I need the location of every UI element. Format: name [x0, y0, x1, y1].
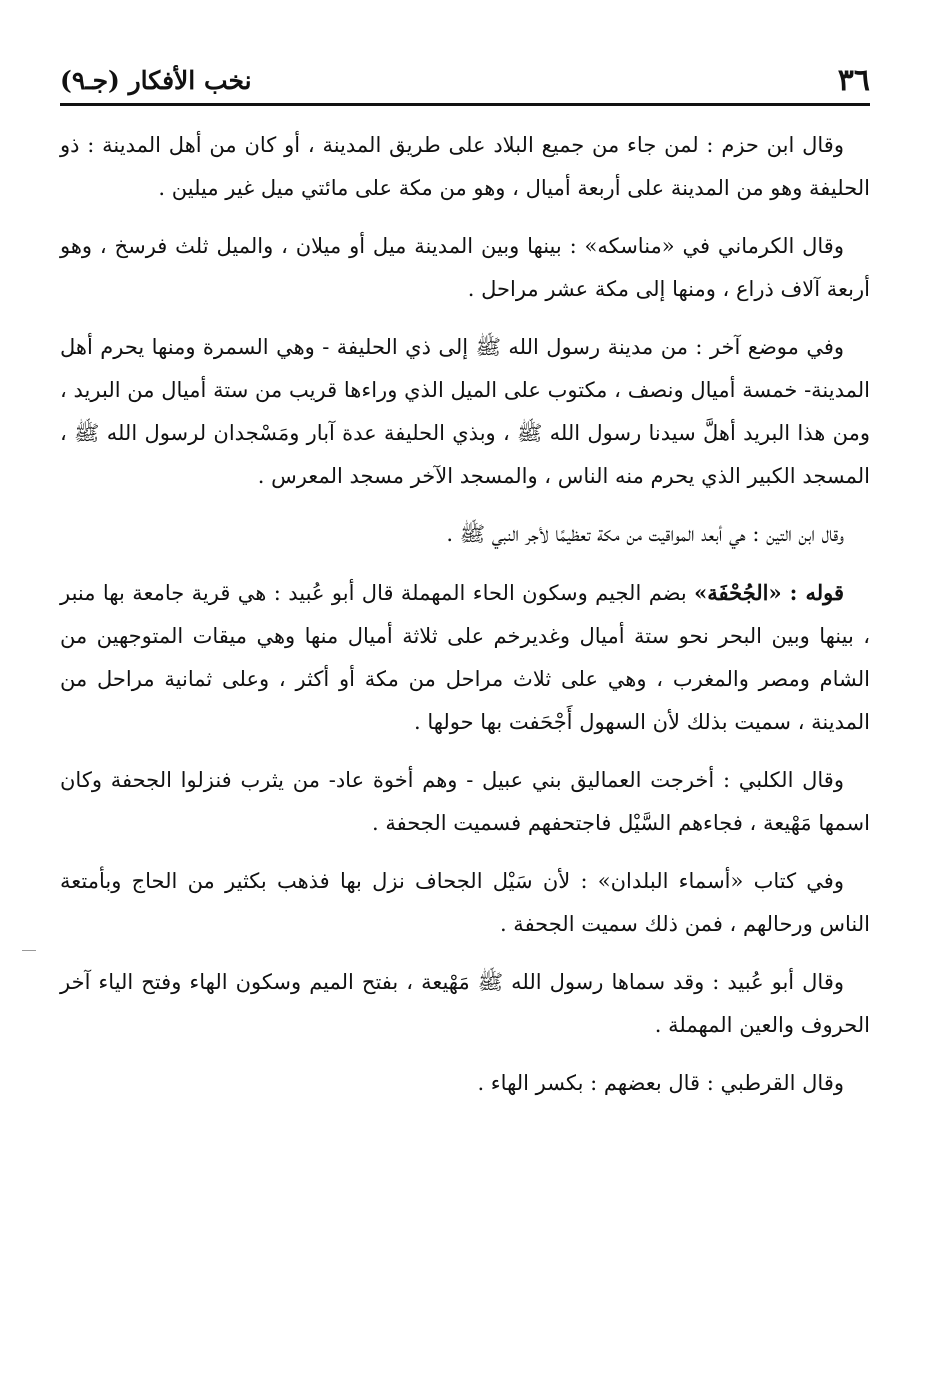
page-header [60, 52, 870, 98]
paragraph-text: وقال ابن حزم : لمن جاء من جميع البلاد على طريق المدينة ، أو كان من أهل المدينة : ذو الحليفة وهو من المدينة على أربعة أميال ، وهو من مكة على مائتي ميل غير ميلين . [60, 133, 870, 200]
paragraph-text: وقال أبو عُبيد : وقد سماها رسول الله ﷺ مَهْيعة ، بفتح الميم وسكون الهاء وفتح الياء آخر الحروف والعين المهملة . [60, 970, 870, 1037]
paragraph-text: وقال الكلبي : أخرجت العماليق بني عبيل - وهم أخوة عاد- من يثرب فنزلوا الجحفة وكان اسمها مَهْيعة ، فجاءهم السَّيْل فاجتحفهم فسميت الجحفة . [60, 768, 870, 835]
paragraph-another-place [60, 320, 870, 498]
paragraph-ibn-hazm [60, 124, 870, 210]
paragraph-ibn-al-tin [60, 507, 870, 556]
header-rule [60, 103, 870, 106]
paragraph-text: وفي كتاب «أسماء البلدان» : لأن سَيْل الجحاف نزل بها فذهب بكثير من الحاج وبأمتعة الناس ورحالهم ، فمن ذلك سميت الجحفة . [60, 869, 870, 936]
paragraph-asma-al-buldan [60, 854, 870, 946]
paragraph-juhfa [60, 565, 870, 744]
paragraph-text: وقال القرطبي : قال بعضهم : بكسر الهاء . [477, 1071, 844, 1095]
margin-mark [22, 950, 36, 951]
paragraph-kalbi [60, 753, 870, 845]
running-title: نخب الأفكار (جـ٩) [60, 66, 252, 95]
paragraph-text: وقال الكرماني في «مناسكه» : بينها وبين المدينة ميل أو ميلان ، والميل ثلث فرسخ ، وهو أربعة آلاف ذراع ، ومنها إلى مكة عشر مراحل . [60, 234, 870, 301]
page-body [60, 124, 870, 1114]
page-number: ٣٦ [837, 63, 870, 98]
paragraph-abu-ubayd [60, 955, 870, 1047]
paragraph-kirmani [60, 219, 870, 311]
paragraph-text: وقال ابن التين : هي أبعد المواقيت من مكة تعظيمًا لأجر النبي ﷺ . [446, 522, 844, 546]
paragraph-text: بضم الجيم وسكون الحاء المهملة قال أبو عُبيد : هي قرية جامعة بها منبر ، بينها وبين البحر نحو ستة أميال وغديرخم على ثلاثة أميال منها وهي ميقات المتوجهين من الشام ومصر والمغرب ، وهي على ثلاث مراحل من مكة أو أكثر ، وعلى ثمانية مراحل من المدينة ، سميت بذلك لأن السهول أَجْحَفت بها حولها . [60, 581, 870, 734]
paragraph-lead: قوله : «الجُحْفَة» [694, 580, 844, 605]
paragraph-qurtubi [60, 1056, 870, 1105]
paragraph-text: وفي موضع آخر : من مدينة رسول الله ﷺ إلى ذي الحليفة - وهي السمرة ومنها يحرم أهل المدينة- خمسة أميال ونصف ، مكتوب على الميل الذي وراءها قريب من ستة أميال من البريد ، ومن هذا البريد أهلَّ سيدنا رسول الله ﷺ ، وبذي الحليفة عدة آبار ومَسْجدان لرسول الله ﷺ ، المسجد الكبير الذي يحرم منه الناس ، والمسجد الآخر مسجد المعرس . [60, 335, 870, 488]
